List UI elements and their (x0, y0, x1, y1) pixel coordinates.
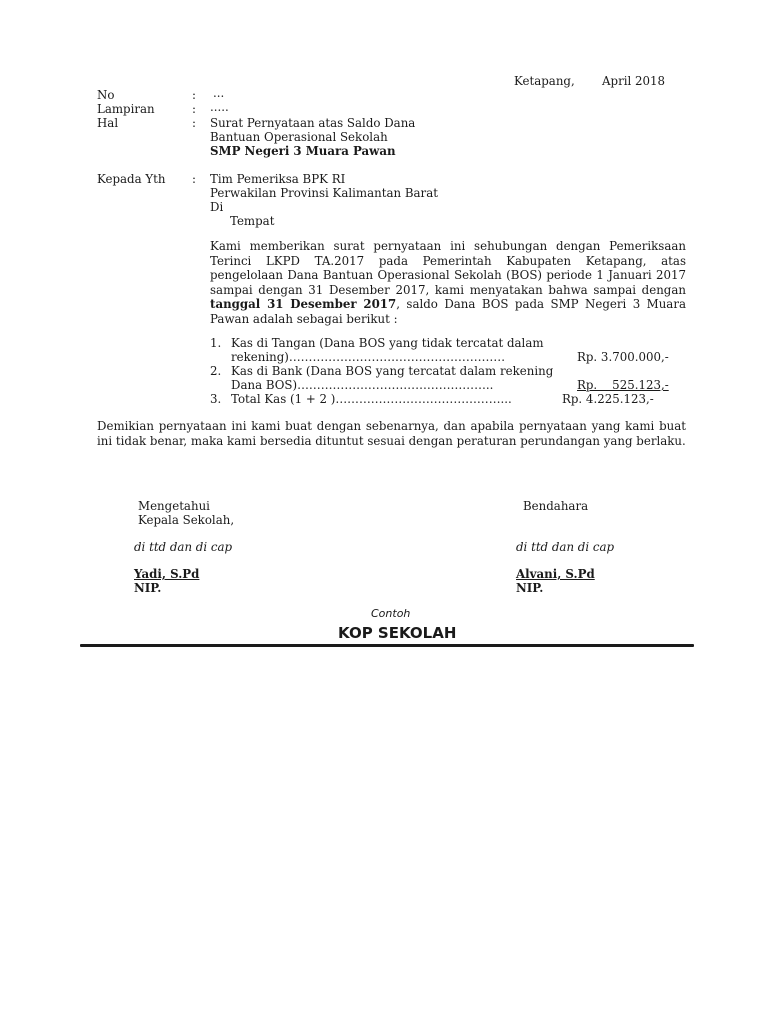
item-3-amount: Rp. 4.225.123,- (562, 392, 654, 406)
recipient-line-4: Tempat (230, 214, 275, 228)
item-1-label: rekening) (231, 350, 289, 364)
hal-line-1: Surat Pernyataan atas Saldo Dana (210, 116, 416, 130)
right-signature-nip: NIP. (516, 581, 544, 595)
item-3-dots: ……………………………………... (335, 392, 512, 406)
item-2-label: Dana BOS) (231, 378, 298, 392)
lampiran-label: Lampiran (97, 102, 155, 116)
body-paragraph-part1: Kami memberikan surat pernyataan ini sehubungan dengan Pemeriksaan Terinci LKPD TA.2017 pada Pemerintah Kabupaten Ketapang, atas pengelolaan Dana Bantuan Operasional Sekolah (BOS) periode 1 Januari 2017 sampai dengan 31 Desember 2017, kami menyatakan bahwa sampai dengan (210, 239, 686, 297)
item-1-line-1: Kas di Tangan (Dana BOS yang tidak tercatat dalam (231, 336, 544, 350)
kop-divider-line (80, 644, 694, 647)
hal-label: Hal (97, 116, 119, 130)
item-1-number: 1. (210, 336, 222, 350)
lampiran-colon: : (192, 102, 196, 116)
left-signature-title-2: Kepala Sekolah, (138, 513, 235, 527)
hal-line-2: Bantuan Operasional Sekolah (210, 130, 388, 144)
no-value: ... (213, 86, 225, 100)
recipient-colon: : (192, 172, 196, 186)
item-2-amount: Rp. 525.123,- (577, 378, 669, 392)
item-2-number: 2. (210, 364, 222, 378)
item-1-line-2 (231, 350, 505, 364)
recipient-line-1: Tim Pemeriksa BPK RI (210, 172, 346, 186)
item-2-line-2 (231, 378, 493, 392)
body-paragraph-part2: , saldo Dana BOS pada SMP Negeri 3 Muara Pawan adalah sebagai berikut : (210, 297, 687, 326)
item-1-dots: ………………………………………………. (288, 350, 505, 364)
no-colon: : (192, 88, 196, 102)
no-label: No (97, 88, 115, 102)
recipient-line-2: Perwakilan Provinsi Kalimantan Barat (210, 186, 438, 200)
hal-colon: : (192, 116, 196, 130)
left-signature-name: Yadi, S.Pd (134, 567, 200, 581)
item-3-label: Total Kas (1 + 2 ) (231, 392, 336, 406)
item-3-line-1 (231, 392, 512, 406)
item-3-number: 3. (210, 392, 222, 406)
closing-paragraph: Demikian pernyataan ini kami buat dengan sebenarnya, dan apabila pernyataan yang kami buat ini tidak benar, maka kami bersedia dituntut sesuai dengan peraturan perundangan yang berlaku. (97, 419, 686, 448)
item-1-amount: Rp. 3.700.000,- (577, 350, 669, 364)
kop-example-label: Contoh (371, 607, 411, 620)
body-paragraph-bold: tanggal 31 Desember 2017 (210, 297, 397, 311)
right-signature-title: Bendahara (523, 499, 589, 513)
kop-title: KOP SEKOLAH (338, 624, 457, 642)
right-signature-name: Alvani, S.Pd (516, 567, 595, 581)
recipient-label: Kepada Yth (97, 172, 166, 186)
left-signature-title-1: Mengetahui (138, 499, 210, 513)
left-signature-nip: NIP. (134, 581, 162, 595)
date-text: April 2018 (602, 74, 666, 88)
item-2-dots: ………………………………………….. (297, 378, 494, 392)
body-paragraph (210, 239, 686, 326)
place-text: Ketapang, (514, 74, 575, 88)
hal-line-3: SMP Negeri 3 Muara Pawan (210, 144, 396, 158)
right-signature-note: di ttd dan di cap (516, 540, 615, 554)
item-2-line-1: Kas di Bank (Dana BOS yang tercatat dalam rekening (231, 364, 554, 378)
left-signature-note: di ttd dan di cap (134, 540, 233, 554)
recipient-line-3: Di (210, 200, 224, 214)
lampiran-value: ..... (210, 100, 229, 114)
